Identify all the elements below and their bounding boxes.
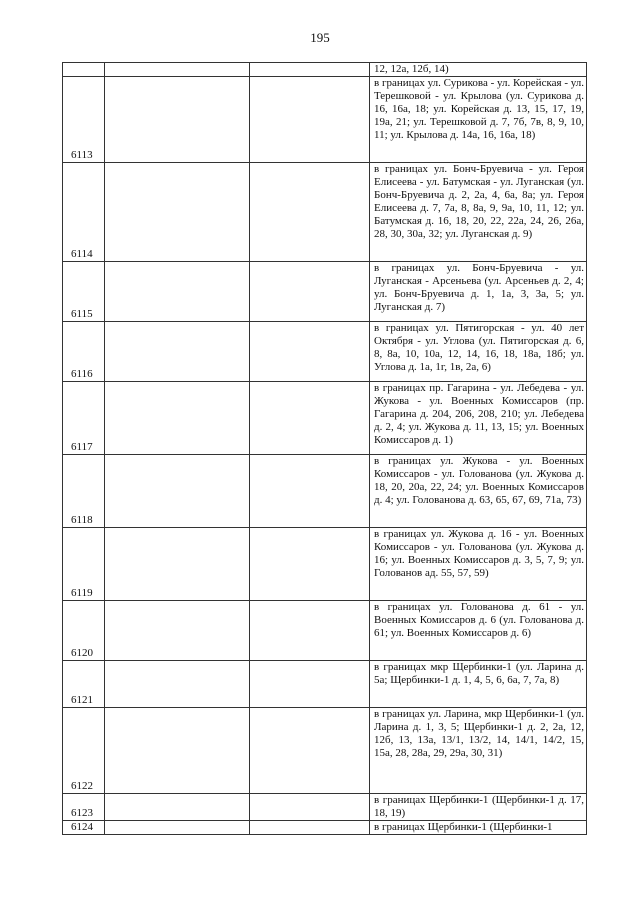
table-row	[63, 821, 587, 835]
empty-cell	[105, 601, 250, 661]
table-row	[63, 382, 587, 455]
polling-station-number: 6120	[63, 601, 105, 661]
polling-station-number	[63, 63, 105, 77]
table-row	[63, 63, 587, 77]
empty-cell	[105, 262, 250, 322]
empty-cell	[250, 163, 370, 262]
empty-cell	[250, 77, 370, 163]
boundary-description: в границах ул. Жукова - ул. Военных Комиссаров - ул. Голованова (ул. Жукова д. 18, 20, 20а, 22, 24; ул. Военных Комиссаров д. 4; ул. Голованова д. 63, 65, 67, 69, 71а, 73)	[370, 455, 587, 528]
empty-cell	[105, 821, 250, 835]
empty-cell	[250, 322, 370, 382]
polling-station-number: 6116	[63, 322, 105, 382]
empty-cell	[105, 528, 250, 601]
empty-cell	[250, 63, 370, 77]
district-table	[62, 62, 587, 835]
empty-cell	[105, 382, 250, 455]
empty-cell	[105, 77, 250, 163]
empty-cell	[250, 821, 370, 835]
boundary-description: в границах мкр Щербинки-1 (ул. Ларина д. 5а; Щербинки-1 д. 1, 4, 5, 6, 6а, 7, 7а, 8)	[370, 661, 587, 708]
empty-cell	[105, 322, 250, 382]
boundary-description: в границах ул. Бонч-Бруевича - ул. Героя Елисеева - ул. Батумская - ул. Луганская (ул. Бонч-Бруевича д. 2, 2а, 4, 6а, 8а; ул. Героя Елисеева д. 7, 7а, 8, 8а, 9, 9а, 10, 11, 12; ул. Батумская д. 16, 18, 20, 22, 22а, 24, 26, 26а, 28, 30, 30а, 32; ул. Луганская д. 9)	[370, 163, 587, 262]
polling-station-number: 6123	[63, 794, 105, 821]
boundary-description: в границах пр. Гагарина - ул. Лебедева - ул. Жукова - ул. Военных Комиссаров (пр. Гагарина д. 204, 206, 208, 210; ул. Лебедева д. 2, 4; ул. Жукова д. 11, 13, 15; ул. Военных Комиссаров д. 1)	[370, 382, 587, 455]
empty-cell	[250, 455, 370, 528]
table-row	[63, 77, 587, 163]
boundary-description: в границах Щербинки-1 (Щербинки-1 д. 17, 18, 19)	[370, 794, 587, 821]
boundary-description: в границах Щербинки-1 (Щербинки-1	[370, 821, 587, 835]
empty-cell	[105, 455, 250, 528]
table-row	[63, 794, 587, 821]
empty-cell	[105, 163, 250, 262]
empty-cell	[250, 262, 370, 322]
boundary-description: 12, 12а, 12б, 14)	[370, 63, 587, 77]
table-row	[63, 528, 587, 601]
boundary-description: в границах ул. Ларина, мкр Щербинки-1 (ул. Ларина д. 1, 3, 5; Щербинки-1 д. 2, 2а, 12, 12б, 13, 13а, 13/1, 13/2, 14, 14/1, 14/2, 15, 15а, 28, 28а, 29, 29а, 30, 31)	[370, 708, 587, 794]
boundary-description: в границах ул. Пятигорская - ул. 40 лет Октября - ул. Углова (ул. Пятигорская д. 6, 8, 8а, 10, 10а, 12, 14, 16, 18, 18а, 18б; ул. Углова д. 1а, 1г, 1в, 2а, 6)	[370, 322, 587, 382]
boundary-description: в границах ул. Жукова д. 16 - ул. Военных Комиссаров - ул. Голованова (ул. Жукова д. 16; ул. Военных Комиссаров д. 3, 5, 7, 9; ул. Голованов ад. 55, 57, 59)	[370, 528, 587, 601]
polling-station-number: 6119	[63, 528, 105, 601]
polling-station-number: 6121	[63, 661, 105, 708]
polling-station-number: 6115	[63, 262, 105, 322]
table-row	[63, 601, 587, 661]
empty-cell	[105, 708, 250, 794]
page-number: 195	[310, 30, 330, 45]
table-row	[63, 708, 587, 794]
empty-cell	[105, 794, 250, 821]
boundary-description: в границах ул. Бонч-Бруевича - ул. Луганская - Арсеньева (ул. Арсеньев д. 2, 4; ул. Бонч-Бруевича д. 1, 1а, 3, 3а, 5; ул. Луганская д. 7)	[370, 262, 587, 322]
empty-cell	[250, 382, 370, 455]
empty-cell	[250, 661, 370, 708]
polling-station-number: 6124	[63, 821, 105, 835]
empty-cell	[250, 601, 370, 661]
empty-cell	[250, 708, 370, 794]
table-row	[63, 661, 587, 708]
table-row	[63, 455, 587, 528]
boundary-description: в границах ул. Голованова д. 61 - ул. Военных Комиссаров д. 6 (ул. Голованова д. 61; ул. Военных Комиссаров д. 6)	[370, 601, 587, 661]
boundary-description: в границах ул. Сурикова - ул. Корейская - ул. Терешковой - ул. Крылова (ул. Сурикова д. 16, 16а, 18; ул. Корейская д. 13, 15, 17, 19, 19а, 21; ул. Терешковой д. 7, 7б, 7в, 8, 9, 10, 11; ул. Крылова д. 14а, 16, 16а, 18)	[370, 77, 587, 163]
polling-station-number: 6118	[63, 455, 105, 528]
empty-cell	[105, 63, 250, 77]
polling-station-number: 6113	[63, 77, 105, 163]
polling-station-number: 6117	[63, 382, 105, 455]
table-row	[63, 262, 587, 322]
empty-cell	[250, 528, 370, 601]
table-row	[63, 322, 587, 382]
empty-cell	[250, 794, 370, 821]
polling-station-number: 6114	[63, 163, 105, 262]
empty-cell	[105, 661, 250, 708]
polling-station-number: 6122	[63, 708, 105, 794]
table-row	[63, 163, 587, 262]
